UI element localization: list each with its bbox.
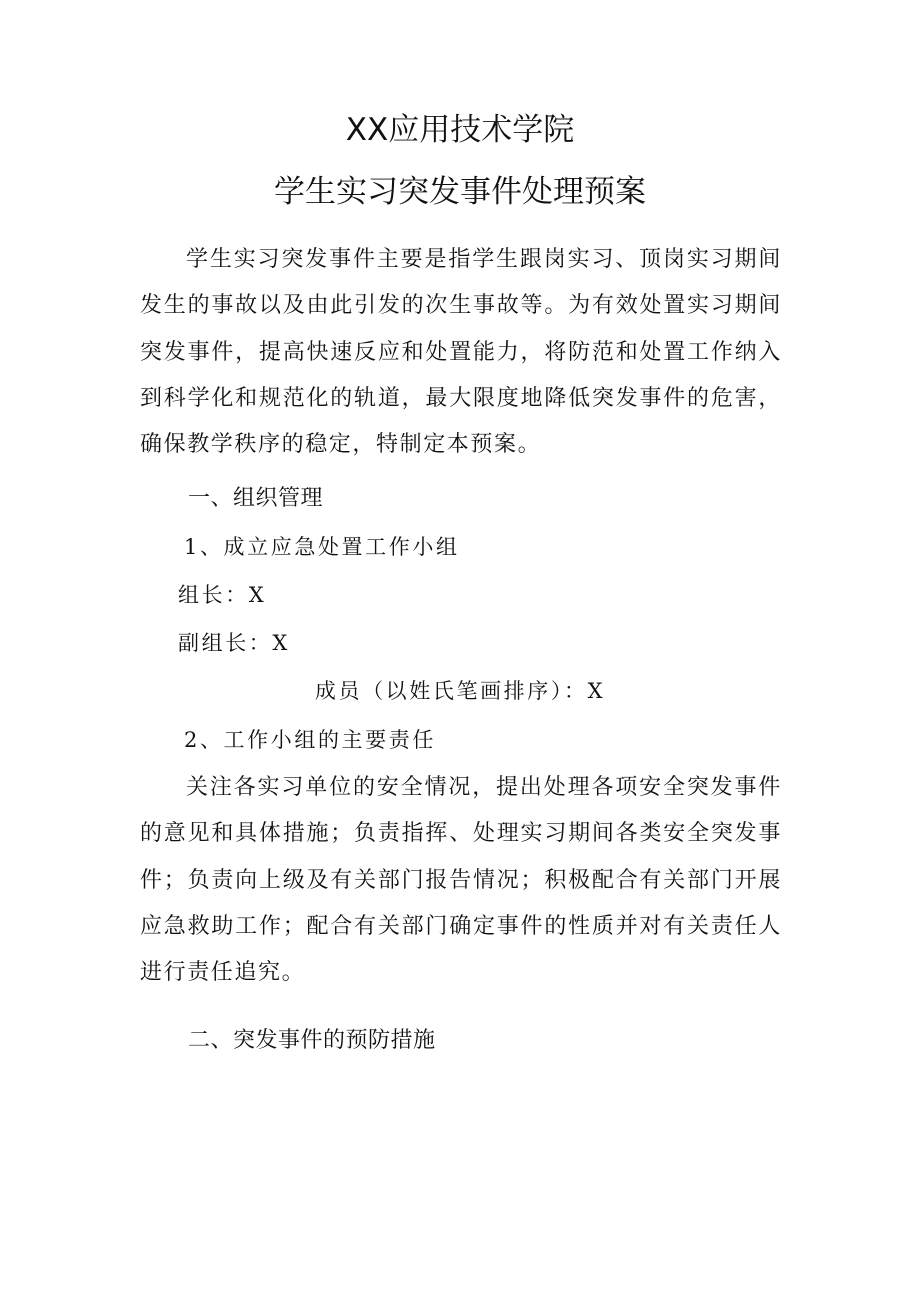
subsection-title-responsibilities: 2、工作小组的主要责任: [184, 728, 436, 752]
section-heading-prevention: 二、突发事件的预防措施: [188, 1028, 436, 1053]
section-heading-organization: 一、组织管理: [188, 486, 324, 511]
members-line: 成员（以姓氏笔画排序）：X: [314, 679, 606, 703]
document-title-plan: 学生实习突发事件处理预案: [274, 174, 646, 210]
subsection-title-emergency-group: 1、成立应急处置工作小组: [184, 535, 460, 559]
responsibilities-paragraph: 关注各实习单位的安全情况，提出处理各项安全突发事件的意见和具体措施；负责指挥、处理实习期间各类安全突发事件；负责向上级及有关部门报告情况；积极配合有关部门开展应急救助工作；配合有关部门确定事件的性质并对有关责任人进行责任追究。: [140, 775, 782, 986]
intro-paragraph: 学生实习突发事件主要是指学生跟岗实习、顶岗实习期间发生的事故以及由此引发的次生事故等。为有效处置实习期间突发事件，提高快速反应和处置能力，将防范和处置工作纳入到科学化和规范化的轨道，最大限度地降低突发事件的危害，确保教学秩序的稳定，特制定本预案。: [140, 247, 782, 458]
document-title-school: XX应用技术学院: [345, 112, 575, 148]
deputy-leader-line: 副组长：X: [178, 631, 290, 655]
group-leader-line: 组长：X: [178, 583, 267, 607]
